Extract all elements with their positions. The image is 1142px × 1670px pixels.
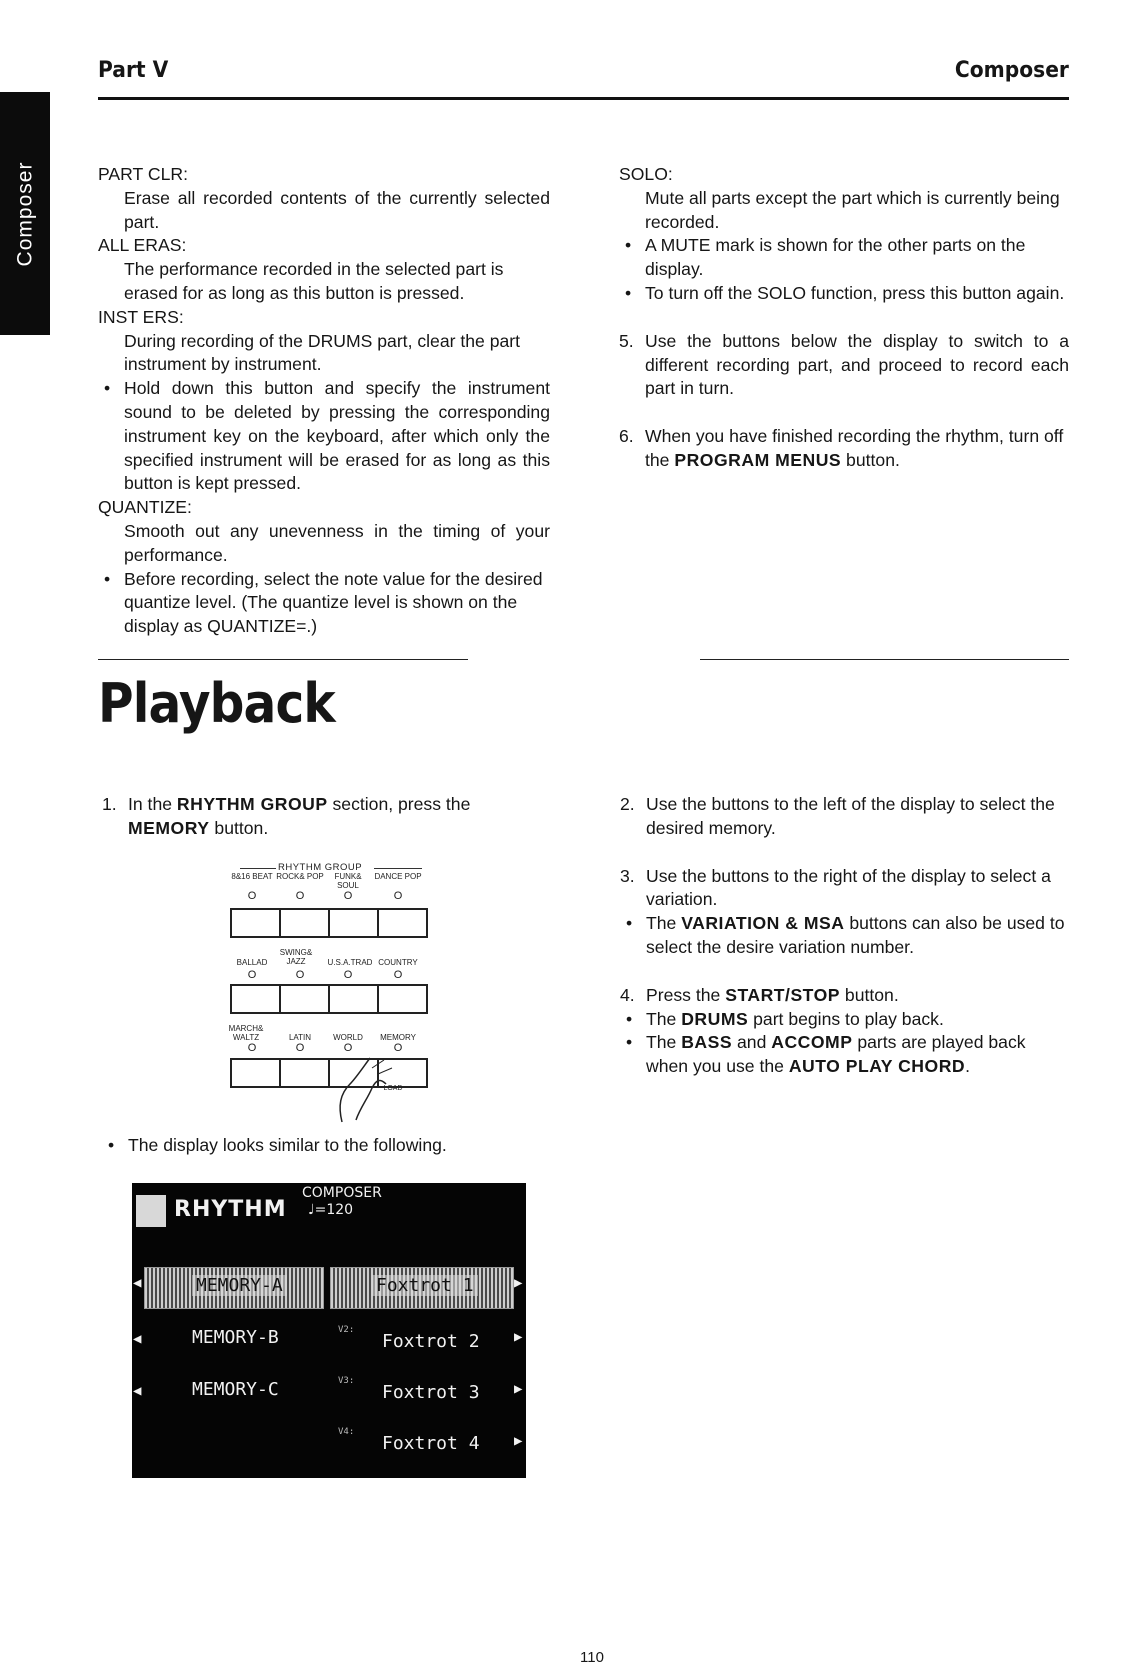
side-tab: [0, 92, 50, 335]
step-4-bullet-2: [620, 1031, 1070, 1079]
step-4-b2-g: .: [965, 1056, 971, 1077]
indicator-lamp: O: [247, 969, 257, 981]
rhythm-label: SWING& JAZZ: [279, 948, 313, 966]
indicator-lamp: O: [393, 890, 403, 902]
indicator-lamp: O: [295, 1042, 305, 1054]
desc-solo: Mute all parts except the part which is currently being recorded.: [645, 187, 1060, 232]
step-4-b2-a: The: [646, 1032, 682, 1053]
rhythm-label: ROCK& POP: [276, 872, 324, 881]
indicator-lamp: O: [343, 969, 353, 981]
section-rule: [98, 659, 468, 660]
memory-a-label: MEMORY-A: [192, 1275, 287, 1296]
step-6-post: button.: [841, 449, 900, 470]
rhythm-label: BALLAD: [236, 958, 268, 967]
rhythm-button[interactable]: [281, 986, 330, 1012]
desc-quantize: Smooth out any unevenness in the timing of your performance.: [124, 520, 550, 565]
display-note: [102, 1134, 554, 1158]
lcd-display: [132, 1183, 526, 1478]
step-3-bullet-a: The: [646, 913, 682, 934]
step-4-b1-a: The: [646, 1008, 682, 1029]
step-4-b1-c: part begins to play back.: [748, 1008, 944, 1029]
term-solo: SOLO:: [619, 164, 673, 184]
left-arrow-icon[interactable]: ◀: [133, 1331, 142, 1347]
variation-number: V3:: [338, 1376, 355, 1386]
indicator-lamp: O: [247, 1042, 257, 1054]
indicator-lamp: O: [393, 969, 403, 981]
lcd-tempo: ♩=120: [308, 1202, 354, 1218]
rhythm-label: COUNTRY: [378, 958, 418, 967]
lcd-title: RHYTHM: [174, 1197, 287, 1222]
memory-c-label: MEMORY-C: [192, 1379, 279, 1400]
accomp-label: ACCOMP: [771, 1032, 853, 1053]
rhythm-button-row: [230, 984, 428, 1014]
rhythm-button[interactable]: [379, 910, 426, 936]
rhythm-button[interactable]: [330, 910, 379, 936]
variation-2-label: Foxtrot 2: [382, 1331, 480, 1352]
right-arrow-icon[interactable]: ▶: [514, 1329, 523, 1345]
playback-right: [620, 793, 1070, 1079]
step-3: [620, 865, 1070, 913]
variation-3-label: Foxtrot 3: [382, 1382, 480, 1403]
rhythm-label: FUNK& SOUL: [334, 872, 362, 890]
step-4-bullet-1: [620, 1008, 1070, 1032]
rhythm-label: LATIN: [288, 1033, 312, 1042]
lcd-mode-label: COMPOSER: [302, 1185, 382, 1201]
spacer: [620, 841, 1070, 865]
indicator-lamp: O: [393, 1042, 403, 1054]
memory-b-label: MEMORY-B: [192, 1327, 279, 1348]
right-column: [619, 163, 1069, 473]
header-section: Composer: [954, 58, 1069, 83]
step-4-b2-c: and: [732, 1032, 772, 1053]
pressing-finger-icon: [320, 1054, 400, 1124]
bullet-quantize: • Before recording, select the note value for the desired quantize level. (The quantize level is shown on the display as QUANTIZE=.): [98, 568, 550, 639]
step-4-a: Press the: [646, 984, 726, 1005]
variation-1-label: Foxtrot 1: [372, 1275, 478, 1296]
step-6: [619, 425, 1069, 473]
drums-label: DRUMS: [681, 1008, 749, 1029]
desc-all-eras: The performance recorded in the selected part is erased for as long as this button is pressed.: [124, 259, 504, 303]
step-4-number: 4.: [620, 984, 635, 1005]
term-quantize: QUANTIZE:: [98, 497, 192, 518]
rhythm-group-panel: [228, 862, 428, 1122]
spacer: [619, 306, 1069, 330]
rhythm-button[interactable]: [379, 986, 426, 1012]
step-2: [620, 793, 1070, 841]
rhythm-group-label: RHYTHM GROUP: [176, 794, 328, 814]
step-6-number: 6.: [619, 426, 634, 447]
section-rule: [700, 659, 1069, 660]
rhythm-button[interactable]: [232, 986, 281, 1012]
step-2-text: Use the buttons to the left of the display to select the desired memory.: [646, 794, 1055, 838]
desc-inst-ers: During recording of the DRUMS part, clear the part instrument by instrument.: [124, 330, 521, 375]
step-3-bullet-c: buttons can also be used to select the desire variation number.: [646, 913, 1065, 957]
left-column: [98, 163, 550, 639]
indicator-lamp: O: [295, 969, 305, 981]
step-1-text-b: section, press the: [327, 794, 471, 814]
step-2-number: 2.: [620, 794, 635, 814]
header-part: Part V: [98, 58, 169, 83]
indicator-lamp: O: [343, 890, 353, 902]
rhythm-button[interactable]: [281, 910, 330, 936]
right-arrow-icon[interactable]: ▶: [514, 1275, 523, 1291]
desc-part-clr: Erase all recorded contents of the currently selected part.: [124, 187, 550, 232]
term-all-eras: ALL ERAS:: [98, 235, 187, 256]
step-3-number: 3.: [620, 865, 635, 886]
spacer: [620, 960, 1070, 984]
step-5-number: 5.: [619, 330, 634, 351]
panel-title-line: [240, 868, 276, 869]
rhythm-label: WORLD: [333, 1033, 363, 1042]
term-inst-ers: INST ERS:: [98, 306, 184, 327]
step-6-pre: When you have finished recording the rhythm, turn off the: [645, 426, 1064, 470]
rhythm-button-row: [230, 908, 428, 938]
rhythm-label: 8&16 BEAT: [231, 872, 273, 881]
display-note-text: • The display looks similar to the following.: [102, 1134, 554, 1158]
rhythm-label: DANCE POP: [374, 872, 422, 881]
left-arrow-icon[interactable]: ◀: [133, 1383, 142, 1399]
variation-number: V2:: [338, 1325, 355, 1335]
page-number: 110: [580, 1649, 604, 1666]
load-label: LOAD: [383, 1085, 403, 1092]
step-1-text-c: button.: [209, 817, 269, 838]
indicator-lamp: O: [247, 890, 257, 902]
step-1-number: 1.: [102, 794, 117, 814]
spacer: [619, 401, 1069, 425]
step-3-text: Use the buttons to the right of the display to select a variation.: [646, 865, 1051, 910]
bullet-solo-1: • A MUTE mark is shown for the other parts on the display.: [619, 234, 1069, 282]
program-menus-label: PROGRAM MENUS: [674, 449, 842, 470]
panel-title-line: [374, 868, 422, 869]
step-5-text: Use the buttons below the display to switch to a different recording part, and proceed to record each part in turn.: [645, 330, 1069, 399]
indicator-lamp: O: [343, 1042, 353, 1054]
rhythm-button[interactable]: [232, 910, 281, 936]
variation-number: V4:: [338, 1427, 355, 1437]
header-rule: [98, 97, 1069, 100]
left-arrow-icon[interactable]: ◀: [133, 1275, 142, 1291]
rhythm-label: MEMORY: [380, 1033, 416, 1042]
bullet-inst-ers: • Hold down this button and specify the instrument sound to be deleted by pressing the corresponding instrument key on the keyboard, after which only the specified instrument will be erased for as long as this button is kept pressed.: [98, 377, 550, 496]
section-title: Playback: [98, 672, 335, 735]
memory-label: MEMORY: [128, 817, 210, 838]
playback-left: [102, 793, 554, 841]
step-4-b2-e: parts are played back when you use the: [646, 1032, 1026, 1077]
side-tab-label: Composer: [13, 161, 36, 266]
step-4: [620, 984, 1070, 1008]
rhythm-logo-icon: [136, 1195, 166, 1227]
step-5: [619, 330, 1069, 401]
auto-play-chord-label: AUTO PLAY CHORD: [788, 1056, 966, 1077]
panel-title: RHYTHM GROUP: [278, 862, 363, 873]
rhythm-button[interactable]: [232, 1060, 281, 1086]
right-arrow-icon[interactable]: ▶: [514, 1381, 523, 1397]
indicator-lamp: O: [295, 890, 305, 902]
rhythm-label: MARCH& WALTZ: [228, 1024, 264, 1042]
step-1: [102, 793, 554, 841]
lcd-mode: [302, 1185, 382, 1219]
bass-label: BASS: [681, 1032, 733, 1053]
step-4-c: button.: [840, 984, 899, 1005]
variation-msa-label: VARIATION & MSA: [681, 913, 845, 934]
step-1-text-a: In the: [128, 794, 177, 814]
start-stop-label: START/STOP: [725, 984, 841, 1005]
bullet-solo-2: • To turn off the SOLO function, press this button again.: [619, 282, 1069, 306]
rhythm-label: U.S.A.TRAD: [327, 958, 373, 967]
term-part-clr: PART CLR:: [98, 164, 188, 184]
step-3-bullet: [620, 912, 1070, 960]
rhythm-button[interactable]: [330, 986, 379, 1012]
right-arrow-icon[interactable]: ▶: [514, 1433, 523, 1449]
variation-4-label: Foxtrot 4: [382, 1433, 480, 1454]
